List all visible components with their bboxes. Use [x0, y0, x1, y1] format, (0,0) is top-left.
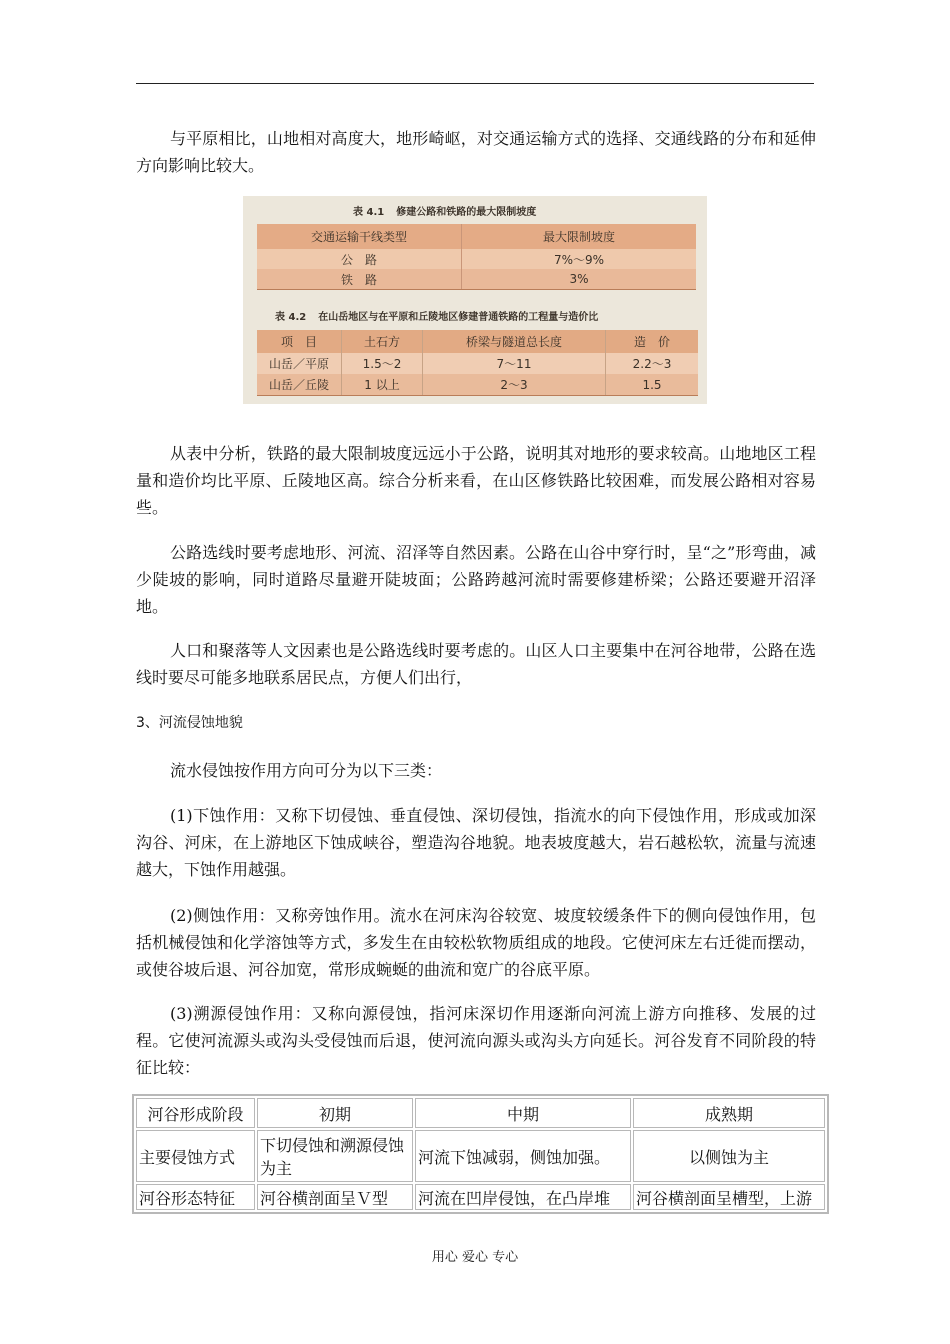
- valley-table-cell: 河谷横剖面呈Ｖ型: [257, 1184, 413, 1210]
- table-4-1-caption: 表 4.1 修建公路和铁路的最大限制坡度: [353, 207, 537, 218]
- table-4-2-header: 土石方: [342, 330, 423, 353]
- table-4-2-cell: 1.5: [606, 374, 699, 396]
- table-4-2-cell: 山岳／平原: [257, 353, 342, 374]
- valley-table-cell: 主要侵蚀方式: [136, 1130, 255, 1182]
- valley-table-cell: 以侧蚀为主: [633, 1130, 825, 1182]
- table-4-2: [257, 330, 698, 396]
- table-4-2-header: 造 价: [606, 330, 699, 353]
- paragraph-headward-erosion: (3)溯源侵蚀作用：又称向源侵蚀，指河床深切作用逐渐向河流上游方向推移、发展的过程。它使河流源头或沟头受侵蚀而后退，使河流向源头或沟头方向延长。河谷发育不同阶段的特征比较：: [136, 1004, 816, 1077]
- valley-table-cell: 河谷横剖面呈槽型，上游: [633, 1184, 825, 1210]
- table-4-1-header: 交通运输干线类型: [257, 224, 462, 249]
- table-4-1-cell: 7%～9%: [462, 249, 697, 269]
- table-4-1-cell: 3%: [462, 269, 697, 290]
- table-4-1-cell: 铁 路: [257, 269, 462, 290]
- valley-table-cell: 河流在凹岸侵蚀，在凸岸堆: [415, 1184, 631, 1210]
- table-4-1: [257, 224, 696, 290]
- header-rule: [136, 83, 814, 84]
- paragraph-terrain: 与平原相比，山地相对高度大，地形崎岖，对交通运输方式的选择、交通线路的分布和延伸方向影响比较大。: [136, 129, 816, 175]
- paragraph-analysis: 从表中分析，铁路的最大限制坡度远远小于公路，说明其对地形的要求较高。山地地区工程量和造价均比平原、丘陵地区高。综合分析来看，在山区修铁路比较困难，而发展公路相对容易些。: [136, 444, 816, 517]
- valley-table-header: 成熟期: [633, 1098, 825, 1128]
- table-4-2-cell: 1.5～2: [342, 353, 423, 374]
- paragraph-downcutting: (1)下蚀作用：又称下切侵蚀、垂直侵蚀、深切侵蚀，指流水的向下侵蚀作用，形成或加深沟谷、河床，在上游地区下蚀成峡谷，塑造沟谷地貌。地表坡度越大，岩石越松软，流量与流速越大，下蚀作用越强。: [136, 806, 816, 879]
- table-4-2-header: 桥梁与隧道总长度: [423, 330, 606, 353]
- valley-table-cell: 河谷形态特征: [136, 1184, 255, 1210]
- table-4-2-cell: 7～11: [423, 353, 606, 374]
- paragraph-natural-factors: 公路选线时要考虑地形、河流、沼泽等自然因素。公路在山谷中穿行时，呈“之”形弯曲，减少陡坡的影响，同时道路尽量避开陡坡面；公路跨越河流时需要修建桥梁；公路还要避开沼泽地。: [136, 543, 816, 616]
- table-4-1-header: 最大限制坡度: [462, 224, 697, 249]
- table-4-2-header: 项 目: [257, 330, 342, 353]
- table-4-2-cell: 1 以上: [342, 374, 423, 396]
- table-4-2-cell: 2.2～3: [606, 353, 699, 374]
- valley-table-header: 中期: [415, 1098, 631, 1128]
- valley-table-header: 河谷形成阶段: [136, 1098, 255, 1128]
- valley-table-cell: 下切侵蚀和溯源侵蚀为主: [257, 1130, 413, 1182]
- table-4-2-caption: 表 4.2 在山岳地区与在平原和丘陵地区修建普通铁路的工程量与造价比: [275, 312, 599, 323]
- paragraph-lateral-erosion: (2)侧蚀作用：又称旁蚀作用。流水在河床沟谷较宽、坡度较缓条件下的侧向侵蚀作用，包括机械侵蚀和化学溶蚀等方式，多发生在由较松软物质组成的地段。它使河床左右迁徙而摆动，或使谷坡后退、河谷加宽，常形成蜿蜒的曲流和宽广的谷底平原。: [136, 906, 816, 979]
- table-image: [243, 196, 707, 404]
- table-4-1-cell: 公 路: [257, 249, 462, 269]
- table-4-2-cell: 2～3: [423, 374, 606, 396]
- paragraph-erosion-intro: 流水侵蚀按作用方向可分为以下三类：: [170, 761, 443, 780]
- table-4-2-cell: 山岳／丘陵: [257, 374, 342, 396]
- section-heading: 3、河流侵蚀地貌: [136, 715, 243, 731]
- valley-stage-table: [132, 1094, 829, 1214]
- valley-table-cell: 河流下蚀减弱，侧蚀加强。: [415, 1130, 631, 1182]
- paragraph-human-factors: 人口和聚落等人文因素也是公路选线时要考虑的。山区人口主要集中在河谷地带，公路在选线时要尽可能多地联系居民点，方便人们出行，: [136, 641, 816, 687]
- page-footer: 用心 爱心 专心: [431, 1250, 519, 1265]
- valley-table-header: 初期: [257, 1098, 413, 1128]
